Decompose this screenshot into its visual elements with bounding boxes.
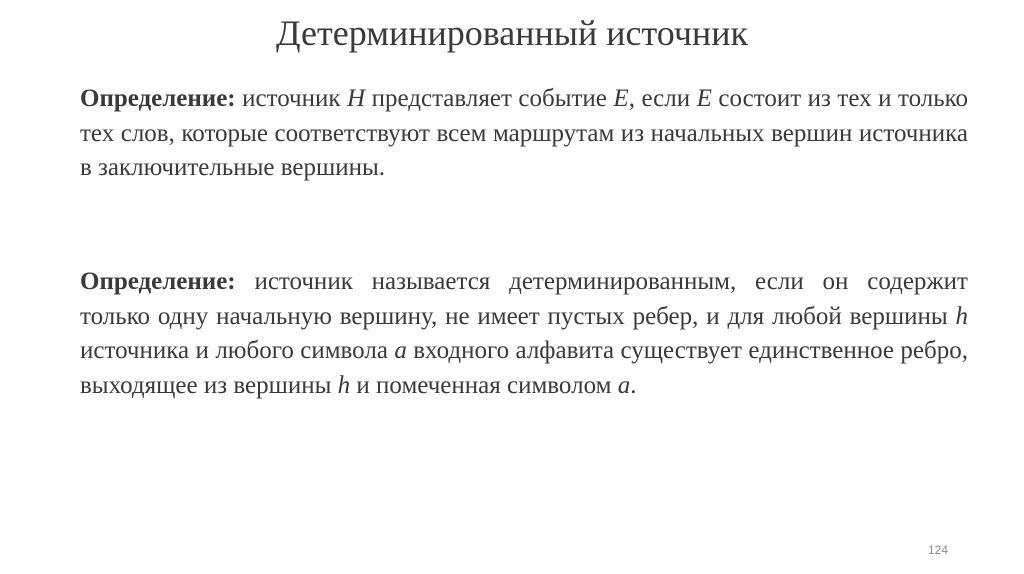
definition-1 [80,82,968,186]
variable: H [347,85,366,112]
definition-text: входного алфавита существует единственное ребро, выходящее из вершины [80,337,968,399]
variable: a [394,337,407,364]
definition-text: представляет событие [365,85,614,112]
definition-2-paragraph [80,265,968,403]
definition-term: Определение: [80,268,236,295]
definition-text: . [630,371,637,399]
variable: a [617,371,631,399]
definition-text: источника и любого символа [80,337,395,364]
page-number: 124 [928,543,949,557]
definition-text: источник называется детерминированным, если он содержит только одну начальную вершину, не имеет пустых ребер, и для любой вершины [80,268,968,330]
variable: h [337,371,351,399]
variable: h [955,302,968,330]
definition-1-paragraph [80,82,968,186]
definition-text: , если [628,85,697,112]
definition-text: и помеченная символом [350,371,618,399]
definition-text: состоит из тех и только тех слов, которые соответствуют всем маршрутам из начальных вершин источника в заключительные вершины. [80,85,968,181]
definition-term: Определение: [80,85,236,112]
definition-2 [80,265,968,403]
definition-text: источник [235,85,348,112]
variable: E [696,85,712,112]
slide-title: Детерминированный источник [276,13,748,53]
variable: E [613,85,629,112]
